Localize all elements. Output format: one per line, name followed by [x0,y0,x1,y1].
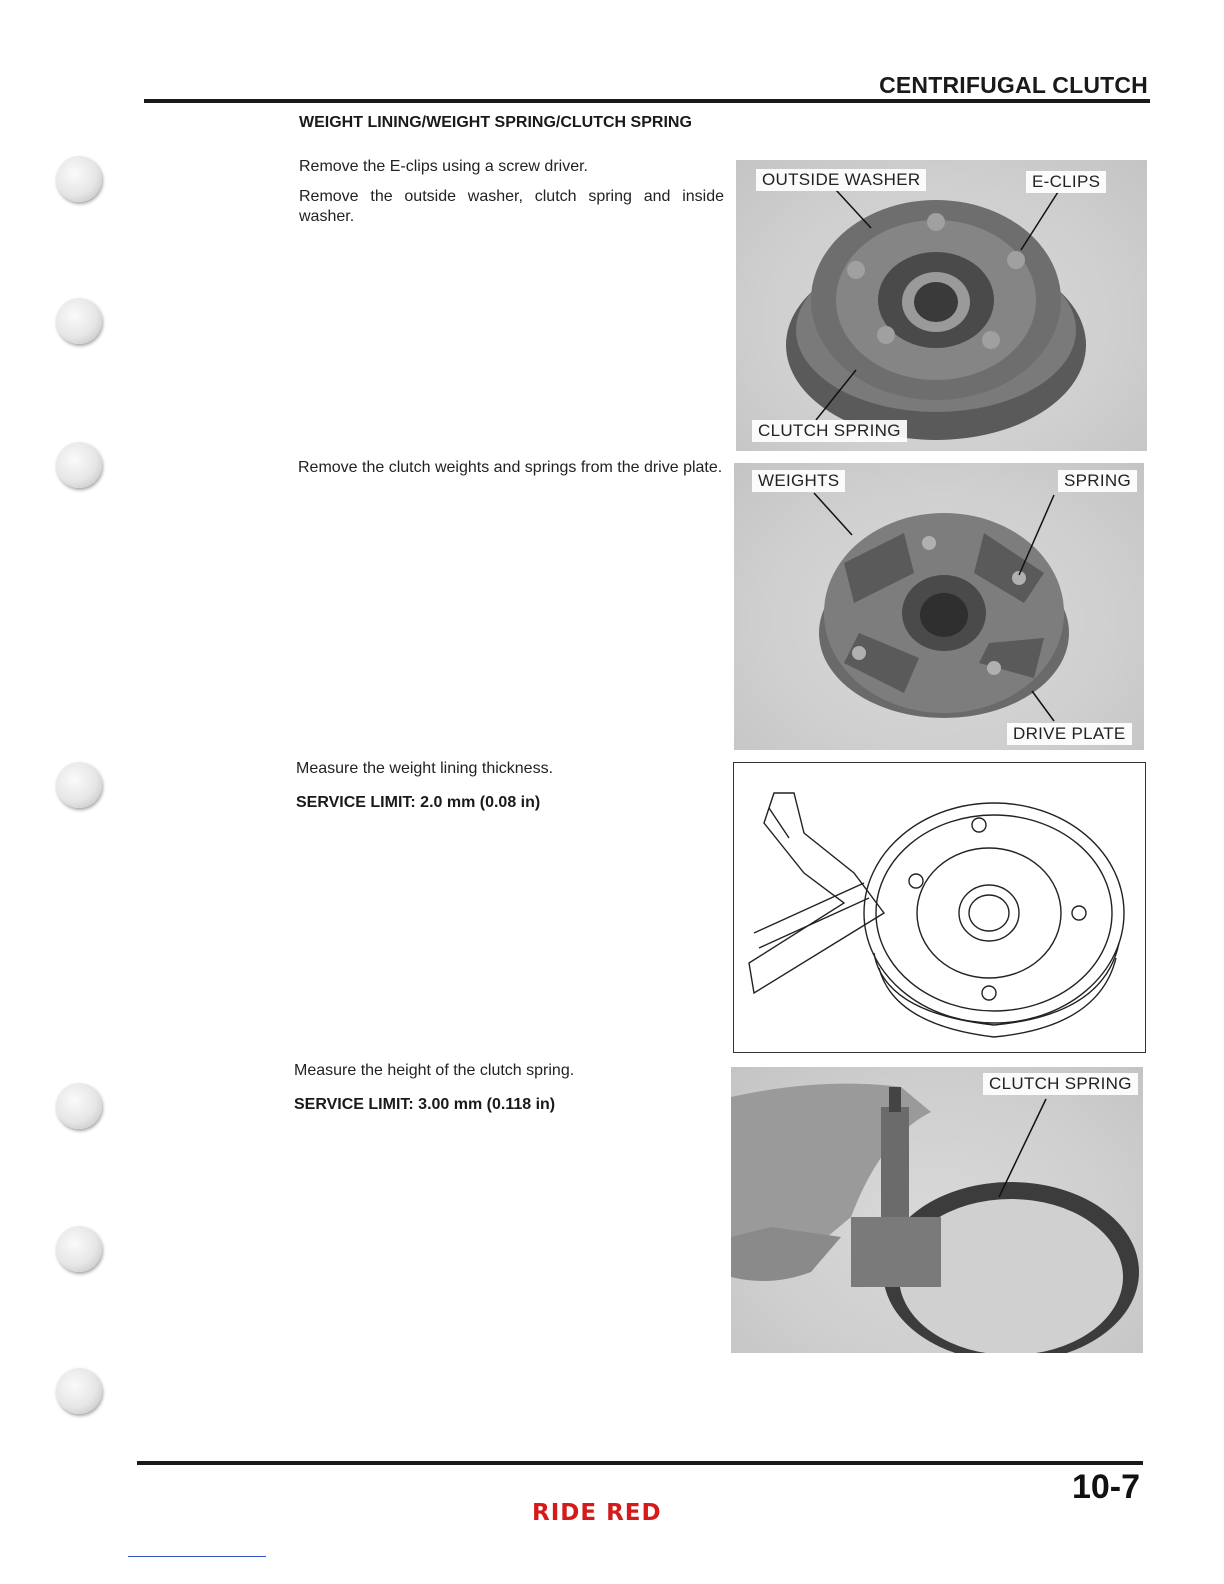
clutch-assembly-photo [736,160,1147,451]
section-title: CENTRIFUGAL CLUTCH [879,72,1148,98]
binder-hole [56,1368,102,1414]
binder-hole [56,298,102,344]
binder-hole [56,762,102,808]
header-rule [144,99,1150,103]
caliper-drawing [733,762,1146,1053]
binder-hole [56,1226,102,1272]
procedure-heading: WEIGHT LINING/WEIGHT SPRING/CLUTCH SPRING [299,114,692,131]
drive-plate-illustration [734,463,1144,750]
binder-hole [56,156,102,202]
step-text: Remove the outside washer, clutch spring and inside washer. [299,188,724,225]
step-text: Remove the clutch weights and springs from the drive plate. [298,459,723,476]
service-limit: SERVICE LIMIT: 3.00 mm (0.118 in) [294,1096,556,1113]
clutch-assembly-illustration [736,160,1147,451]
service-limit: SERVICE LIMIT: 2.0 mm (0.08 in) [296,794,541,811]
figure-label: DRIVE PLATE [1007,723,1132,745]
figure-label: E-CLIPS [1026,171,1106,193]
step-text: Remove the E-clips using a screw driver. [299,158,588,175]
footer-link-underline [128,1556,266,1557]
binder-hole [56,1083,102,1129]
footer-rule [137,1461,1143,1465]
step-text: Measure the weight lining thickness. [296,760,554,777]
figure-label: CLUTCH SPRING [752,420,907,442]
drive-plate-photo [734,463,1144,750]
binder-hole [56,442,102,488]
figure-label: CLUTCH SPRING [983,1073,1138,1095]
figure-label: SPRING [1058,470,1137,492]
ride-red-logo: RIDE RED [532,1500,662,1526]
clutch-spring-illustration [731,1067,1143,1353]
step-text: Measure the height of the clutch spring. [294,1062,575,1079]
page-number: 10-7 [1071,1468,1140,1506]
caliper-measurement-illustration [734,763,1145,1052]
figure-label: WEIGHTS [752,470,845,492]
figure-label: OUTSIDE WASHER [756,169,926,191]
clutch-spring-photo [731,1067,1143,1353]
